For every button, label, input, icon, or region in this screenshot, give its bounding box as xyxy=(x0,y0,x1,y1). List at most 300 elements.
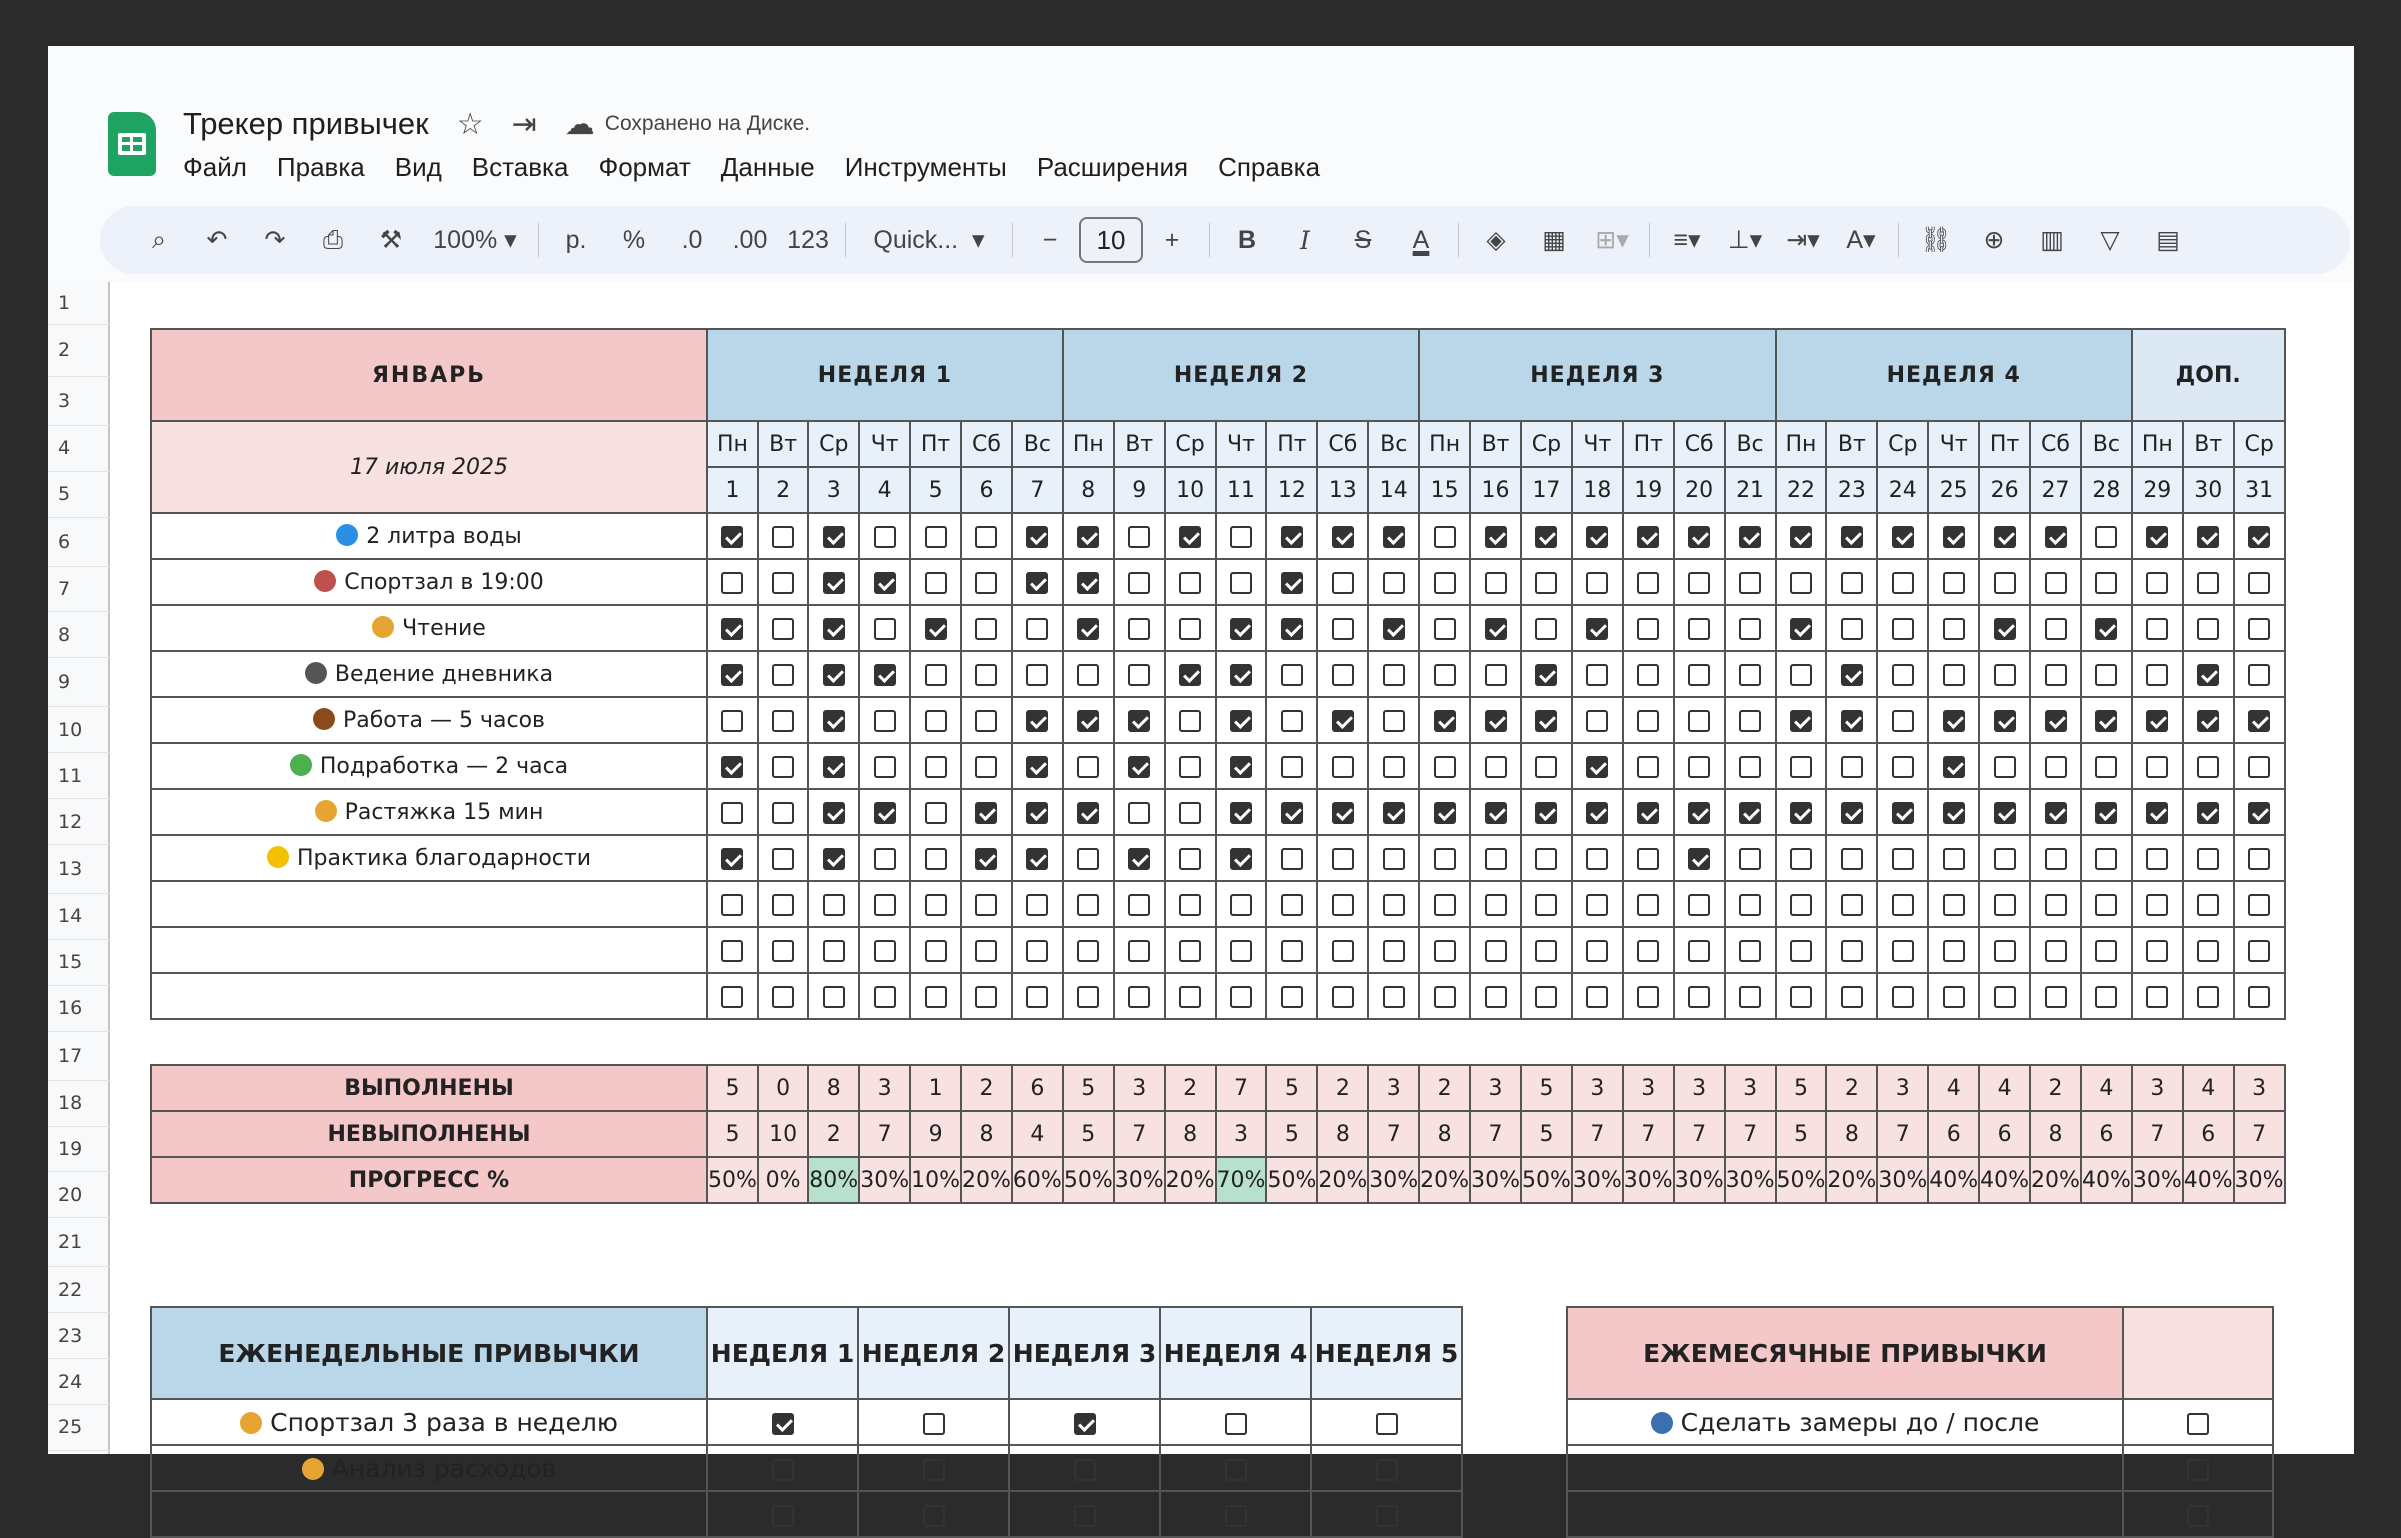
checkbox[interactable] xyxy=(1535,526,1557,548)
italic-icon[interactable]: I xyxy=(1300,225,1310,255)
check-cell[interactable] xyxy=(961,651,1012,697)
check-cell[interactable] xyxy=(1776,881,1827,927)
checkbox[interactable] xyxy=(1943,526,1965,548)
check-cell[interactable] xyxy=(1419,927,1470,973)
checkbox[interactable] xyxy=(1994,526,2016,548)
checkbox[interactable] xyxy=(1383,802,1405,824)
checkbox[interactable] xyxy=(1230,802,1252,824)
check-cell[interactable] xyxy=(2183,743,2234,789)
check-cell[interactable] xyxy=(1216,605,1267,651)
row-number[interactable]: 10 xyxy=(48,707,110,753)
check-cell[interactable] xyxy=(1009,1491,1160,1537)
checkbox[interactable] xyxy=(1281,710,1303,732)
check-cell[interactable] xyxy=(2132,697,2183,743)
check-cell[interactable] xyxy=(2123,1399,2273,1445)
check-cell[interactable] xyxy=(1776,789,1827,835)
checkbox[interactable] xyxy=(1230,894,1252,916)
check-cell[interactable] xyxy=(1725,973,1776,1019)
check-cell[interactable] xyxy=(707,973,758,1019)
check-cell[interactable] xyxy=(1725,697,1776,743)
check-cell[interactable] xyxy=(1368,513,1419,559)
checkbox[interactable] xyxy=(1739,756,1761,778)
check-cell[interactable] xyxy=(1114,513,1165,559)
check-cell[interactable] xyxy=(1368,835,1419,881)
checkbox[interactable] xyxy=(1688,802,1710,824)
checkbox[interactable] xyxy=(1434,848,1456,870)
check-cell[interactable] xyxy=(961,835,1012,881)
checkbox[interactable] xyxy=(772,572,794,594)
checkbox[interactable] xyxy=(1892,710,1914,732)
check-cell[interactable] xyxy=(1419,973,1470,1019)
menu-item[interactable]: Данные xyxy=(720,152,815,182)
check-cell[interactable] xyxy=(1160,1491,1311,1537)
check-cell[interactable] xyxy=(1623,927,1674,973)
check-cell[interactable] xyxy=(961,697,1012,743)
star-icon[interactable]: ☆ xyxy=(456,107,484,141)
search-menus-icon[interactable]: ⌕ xyxy=(151,225,166,254)
checkbox[interactable] xyxy=(1281,756,1303,778)
checkbox[interactable] xyxy=(2095,894,2117,916)
check-cell[interactable] xyxy=(1877,605,1928,651)
checkbox[interactable] xyxy=(2197,756,2219,778)
checkbox[interactable] xyxy=(1128,894,1150,916)
check-cell[interactable] xyxy=(1979,513,2030,559)
check-cell[interactable] xyxy=(1725,835,1776,881)
checkbox[interactable] xyxy=(1281,572,1303,594)
checkbox[interactable] xyxy=(1739,618,1761,640)
check-cell[interactable] xyxy=(2132,789,2183,835)
check-cell[interactable] xyxy=(1674,513,1725,559)
checkbox[interactable] xyxy=(2187,1505,2209,1527)
checkbox[interactable] xyxy=(1026,940,1048,962)
checkbox[interactable] xyxy=(1892,802,1914,824)
menu-item[interactable]: Вид xyxy=(394,152,442,182)
check-cell[interactable] xyxy=(1928,835,1979,881)
check-cell[interactable] xyxy=(1317,835,1368,881)
checkbox[interactable] xyxy=(823,664,845,686)
check-cell[interactable] xyxy=(961,605,1012,651)
check-cell[interactable] xyxy=(858,1491,1009,1537)
checkbox[interactable] xyxy=(1332,710,1354,732)
borders-icon[interactable]: ▦ xyxy=(1542,226,1566,254)
check-cell[interactable] xyxy=(2030,835,2081,881)
check-cell[interactable] xyxy=(1623,835,1674,881)
check-cell[interactable] xyxy=(910,651,961,697)
check-cell[interactable] xyxy=(961,927,1012,973)
check-cell[interactable] xyxy=(1368,789,1419,835)
checkbox[interactable] xyxy=(1026,618,1048,640)
menu-item[interactable]: Справка xyxy=(1218,152,1321,182)
habit-name-cell[interactable] xyxy=(151,881,707,927)
check-cell[interactable] xyxy=(2132,881,2183,927)
check-cell[interactable] xyxy=(2081,559,2132,605)
row-number[interactable]: 3 xyxy=(48,377,110,426)
check-cell[interactable] xyxy=(1979,697,2030,743)
check-cell[interactable] xyxy=(1877,697,1928,743)
check-cell[interactable] xyxy=(2234,513,2285,559)
checkbox[interactable] xyxy=(1943,710,1965,732)
checkbox[interactable] xyxy=(1994,710,2016,732)
habit-name-cell[interactable] xyxy=(151,605,707,651)
print-icon[interactable]: ⎙ xyxy=(322,225,343,254)
check-cell[interactable] xyxy=(1572,881,1623,927)
check-cell[interactable] xyxy=(1470,513,1521,559)
check-cell[interactable] xyxy=(2132,743,2183,789)
check-cell[interactable] xyxy=(1979,973,2030,1019)
checkbox[interactable] xyxy=(1332,802,1354,824)
sheets-logo-icon[interactable] xyxy=(108,112,156,176)
check-cell[interactable] xyxy=(1826,881,1877,927)
row-number[interactable]: 24 xyxy=(48,1359,110,1405)
check-cell[interactable] xyxy=(1114,881,1165,927)
checkbox[interactable] xyxy=(2248,848,2270,870)
check-cell[interactable] xyxy=(707,651,758,697)
checkbox[interactable] xyxy=(1281,940,1303,962)
check-cell[interactable] xyxy=(1521,789,1572,835)
check-cell[interactable] xyxy=(2183,651,2234,697)
checkbox[interactable] xyxy=(2146,710,2168,732)
check-cell[interactable] xyxy=(1877,881,1928,927)
check-cell[interactable] xyxy=(1009,1399,1160,1445)
checkbox[interactable] xyxy=(975,894,997,916)
checkbox[interactable] xyxy=(1841,710,1863,732)
check-cell[interactable] xyxy=(1623,881,1674,927)
undo-icon[interactable]: ↶ xyxy=(206,226,228,254)
check-cell[interactable] xyxy=(2234,559,2285,605)
check-cell[interactable] xyxy=(1877,835,1928,881)
check-cell[interactable] xyxy=(1012,697,1063,743)
checkbox[interactable] xyxy=(823,710,845,732)
insert-comment-icon[interactable]: ⊕ xyxy=(1983,226,2005,254)
check-cell[interactable] xyxy=(1979,835,2030,881)
check-cell[interactable] xyxy=(2234,835,2285,881)
checkbox[interactable] xyxy=(1332,756,1354,778)
menu-item[interactable]: Расширения xyxy=(1036,152,1189,182)
decrease-font-size-button[interactable]: − xyxy=(1042,225,1058,254)
checkbox[interactable] xyxy=(1637,526,1659,548)
row-number[interactable]: 12 xyxy=(48,799,110,845)
checkbox[interactable] xyxy=(1434,802,1456,824)
row-number[interactable]: 6 xyxy=(48,518,110,567)
row-number[interactable]: 14 xyxy=(48,894,110,940)
checkbox[interactable] xyxy=(2045,940,2067,962)
checkbox[interactable] xyxy=(1281,894,1303,916)
checkbox[interactable] xyxy=(772,756,794,778)
font-size-input[interactable]: 10 xyxy=(1079,217,1143,263)
percent-format-button[interactable]: % xyxy=(622,225,646,254)
checkbox[interactable] xyxy=(2248,940,2270,962)
checkbox[interactable] xyxy=(1637,940,1659,962)
check-cell[interactable] xyxy=(1160,1399,1311,1445)
check-cell[interactable] xyxy=(1521,881,1572,927)
checkbox[interactable] xyxy=(1128,940,1150,962)
checkbox[interactable] xyxy=(1230,848,1252,870)
checkbox[interactable] xyxy=(772,940,794,962)
checkbox[interactable] xyxy=(1535,802,1557,824)
checkbox[interactable] xyxy=(1077,710,1099,732)
checkbox[interactable] xyxy=(1179,756,1201,778)
checkbox[interactable] xyxy=(1026,526,1048,548)
check-cell[interactable] xyxy=(1317,789,1368,835)
checkbox[interactable] xyxy=(975,526,997,548)
check-cell[interactable] xyxy=(1419,651,1470,697)
more-formats-button[interactable]: 123 xyxy=(787,225,829,254)
check-cell[interactable] xyxy=(1419,697,1470,743)
check-cell[interactable] xyxy=(707,743,758,789)
check-cell[interactable] xyxy=(1928,559,1979,605)
checkbox[interactable] xyxy=(1485,940,1507,962)
checkbox[interactable] xyxy=(1077,526,1099,548)
check-cell[interactable] xyxy=(1725,605,1776,651)
checkbox[interactable] xyxy=(1535,894,1557,916)
check-cell[interactable] xyxy=(1928,789,1979,835)
check-cell[interactable] xyxy=(1419,605,1470,651)
checkbox[interactable] xyxy=(1841,894,1863,916)
checkbox[interactable] xyxy=(1376,1413,1398,1435)
checkbox[interactable] xyxy=(2197,618,2219,640)
checkbox[interactable] xyxy=(1943,940,1965,962)
check-cell[interactable] xyxy=(1012,605,1063,651)
checkbox[interactable] xyxy=(1026,710,1048,732)
checkbox[interactable] xyxy=(772,1413,794,1435)
habit-name-cell[interactable] xyxy=(151,559,707,605)
checkbox[interactable] xyxy=(1535,986,1557,1008)
checkbox[interactable] xyxy=(721,802,743,824)
increase-font-size-button[interactable]: + xyxy=(1164,225,1180,254)
checkbox[interactable] xyxy=(1074,1413,1096,1435)
check-cell[interactable] xyxy=(1063,513,1114,559)
check-cell[interactable] xyxy=(1114,559,1165,605)
checkbox[interactable] xyxy=(874,894,896,916)
check-cell[interactable] xyxy=(1521,559,1572,605)
checkbox[interactable] xyxy=(2197,526,2219,548)
check-cell[interactable] xyxy=(2123,1491,2273,1537)
checkbox[interactable] xyxy=(925,618,947,640)
row-number[interactable]: 15 xyxy=(48,940,110,986)
check-cell[interactable] xyxy=(1776,651,1827,697)
check-cell[interactable] xyxy=(2030,789,2081,835)
check-cell[interactable] xyxy=(808,835,859,881)
checkbox[interactable] xyxy=(1688,756,1710,778)
checkbox[interactable] xyxy=(1383,894,1405,916)
check-cell[interactable] xyxy=(1012,835,1063,881)
checkbox[interactable] xyxy=(1383,848,1405,870)
check-cell[interactable] xyxy=(2030,973,2081,1019)
check-cell[interactable] xyxy=(961,881,1012,927)
check-cell[interactable] xyxy=(1165,651,1216,697)
check-cell[interactable] xyxy=(758,789,808,835)
habit-name-cell[interactable] xyxy=(151,1491,707,1537)
checkbox[interactable] xyxy=(975,756,997,778)
check-cell[interactable] xyxy=(1114,605,1165,651)
checkbox[interactable] xyxy=(1383,710,1405,732)
check-cell[interactable] xyxy=(2183,835,2234,881)
checkbox[interactable] xyxy=(1077,756,1099,778)
check-cell[interactable] xyxy=(1216,789,1267,835)
habit-name-cell[interactable] xyxy=(151,651,707,697)
check-cell[interactable] xyxy=(1317,513,1368,559)
checkbox[interactable] xyxy=(1586,710,1608,732)
check-cell[interactable] xyxy=(1470,835,1521,881)
check-cell[interactable] xyxy=(1216,513,1267,559)
checkbox[interactable] xyxy=(2146,940,2168,962)
checkbox[interactable] xyxy=(1128,710,1150,732)
check-cell[interactable] xyxy=(1674,651,1725,697)
check-cell[interactable] xyxy=(1776,973,1827,1019)
check-cell[interactable] xyxy=(2183,605,2234,651)
checkbox[interactable] xyxy=(1434,986,1456,1008)
horizontal-align-icon[interactable]: ≡▾ xyxy=(1673,226,1701,254)
checkbox[interactable] xyxy=(772,1505,794,1527)
checkbox[interactable] xyxy=(1077,894,1099,916)
check-cell[interactable] xyxy=(1572,559,1623,605)
check-cell[interactable] xyxy=(1725,559,1776,605)
check-cell[interactable] xyxy=(1165,927,1216,973)
checkbox[interactable] xyxy=(1790,572,1812,594)
checkbox[interactable] xyxy=(1230,618,1252,640)
checkbox[interactable] xyxy=(1739,894,1761,916)
checkbox[interactable] xyxy=(1230,664,1252,686)
check-cell[interactable] xyxy=(1317,559,1368,605)
checkbox[interactable] xyxy=(1790,664,1812,686)
checkbox[interactable] xyxy=(1128,848,1150,870)
check-cell[interactable] xyxy=(1012,927,1063,973)
checkbox[interactable] xyxy=(1383,940,1405,962)
check-cell[interactable] xyxy=(1521,835,1572,881)
merge-cells-icon[interactable]: ⊞▾ xyxy=(1595,226,1629,254)
check-cell[interactable] xyxy=(2183,881,2234,927)
checkbox[interactable] xyxy=(1586,986,1608,1008)
checkbox[interactable] xyxy=(1281,986,1303,1008)
filter-icon[interactable]: ▽ xyxy=(2100,226,2120,254)
check-cell[interactable] xyxy=(2081,697,2132,743)
checkbox[interactable] xyxy=(2045,986,2067,1008)
check-cell[interactable] xyxy=(1216,651,1267,697)
habit-name-cell[interactable] xyxy=(151,973,707,1019)
checkbox[interactable] xyxy=(1586,848,1608,870)
check-cell[interactable] xyxy=(707,605,758,651)
checkbox[interactable] xyxy=(2197,894,2219,916)
checkbox[interactable] xyxy=(2045,572,2067,594)
checkbox[interactable] xyxy=(1026,894,1048,916)
check-cell[interactable] xyxy=(1572,513,1623,559)
check-cell[interactable] xyxy=(1776,835,1827,881)
check-cell[interactable] xyxy=(1063,651,1114,697)
row-number[interactable]: 4 xyxy=(48,426,110,472)
checkbox[interactable] xyxy=(721,526,743,548)
checkbox[interactable] xyxy=(1688,526,1710,548)
check-cell[interactable] xyxy=(1266,697,1317,743)
checkbox[interactable] xyxy=(823,986,845,1008)
checkbox[interactable] xyxy=(1790,940,1812,962)
checkbox[interactable] xyxy=(2146,756,2168,778)
check-cell[interactable] xyxy=(1623,651,1674,697)
checkbox[interactable] xyxy=(925,756,947,778)
checkbox[interactable] xyxy=(1892,756,1914,778)
check-cell[interactable] xyxy=(1266,927,1317,973)
checkbox[interactable] xyxy=(1077,940,1099,962)
check-cell[interactable] xyxy=(1317,973,1368,1019)
checkbox[interactable] xyxy=(2146,526,2168,548)
check-cell[interactable] xyxy=(808,651,859,697)
check-cell[interactable] xyxy=(1317,881,1368,927)
check-cell[interactable] xyxy=(1572,743,1623,789)
check-cell[interactable] xyxy=(758,835,808,881)
checkbox[interactable] xyxy=(1739,710,1761,732)
checkbox[interactable] xyxy=(1485,618,1507,640)
checkbox[interactable] xyxy=(1637,986,1659,1008)
check-cell[interactable] xyxy=(910,789,961,835)
fill-color-icon[interactable]: ◈ xyxy=(1486,226,1506,254)
check-cell[interactable] xyxy=(1114,789,1165,835)
checkbox[interactable] xyxy=(1943,756,1965,778)
check-cell[interactable] xyxy=(1877,973,1928,1019)
check-cell[interactable] xyxy=(707,789,758,835)
checkbox[interactable] xyxy=(975,710,997,732)
checkbox[interactable] xyxy=(2095,802,2117,824)
checkbox[interactable] xyxy=(1281,848,1303,870)
check-cell[interactable] xyxy=(707,881,758,927)
check-cell[interactable] xyxy=(1216,881,1267,927)
habit-name-cell[interactable] xyxy=(151,927,707,973)
checkbox[interactable] xyxy=(1586,756,1608,778)
font-select[interactable]: Quick... ▾ xyxy=(873,225,985,254)
row-number[interactable]: 25 xyxy=(48,1405,110,1451)
check-cell[interactable] xyxy=(1470,651,1521,697)
checkbox[interactable] xyxy=(721,756,743,778)
checkbox[interactable] xyxy=(925,664,947,686)
check-cell[interactable] xyxy=(1063,973,1114,1019)
checkbox[interactable] xyxy=(1637,710,1659,732)
row-number[interactable]: 7 xyxy=(48,567,110,613)
checkbox[interactable] xyxy=(874,802,896,824)
checkbox[interactable] xyxy=(874,940,896,962)
checkbox[interactable] xyxy=(874,664,896,686)
check-cell[interactable] xyxy=(2234,743,2285,789)
check-cell[interactable] xyxy=(1623,605,1674,651)
checkbox[interactable] xyxy=(2248,802,2270,824)
check-cell[interactable] xyxy=(1063,605,1114,651)
checkbox[interactable] xyxy=(772,1459,794,1481)
checkbox[interactable] xyxy=(772,526,794,548)
checkbox[interactable] xyxy=(975,618,997,640)
check-cell[interactable] xyxy=(1776,513,1827,559)
checkbox[interactable] xyxy=(1790,526,1812,548)
checkbox[interactable] xyxy=(1485,986,1507,1008)
check-cell[interactable] xyxy=(1216,973,1267,1019)
checkbox[interactable] xyxy=(923,1459,945,1481)
check-cell[interactable] xyxy=(910,973,961,1019)
checkbox[interactable] xyxy=(923,1413,945,1435)
check-cell[interactable] xyxy=(2183,927,2234,973)
checkbox[interactable] xyxy=(1077,802,1099,824)
check-cell[interactable] xyxy=(1826,743,1877,789)
checkbox[interactable] xyxy=(1892,664,1914,686)
checkbox[interactable] xyxy=(1383,756,1405,778)
checkbox[interactable] xyxy=(975,986,997,1008)
checkbox[interactable] xyxy=(1790,710,1812,732)
check-cell[interactable] xyxy=(2234,973,2285,1019)
checkbox[interactable] xyxy=(1332,618,1354,640)
check-cell[interactable] xyxy=(1216,697,1267,743)
checkbox[interactable] xyxy=(1637,572,1659,594)
check-cell[interactable] xyxy=(1826,651,1877,697)
check-cell[interactable] xyxy=(2234,605,2285,651)
checkbox[interactable] xyxy=(1485,710,1507,732)
row-number[interactable]: 11 xyxy=(48,753,110,799)
check-cell[interactable] xyxy=(707,1491,858,1537)
check-cell[interactable] xyxy=(910,513,961,559)
